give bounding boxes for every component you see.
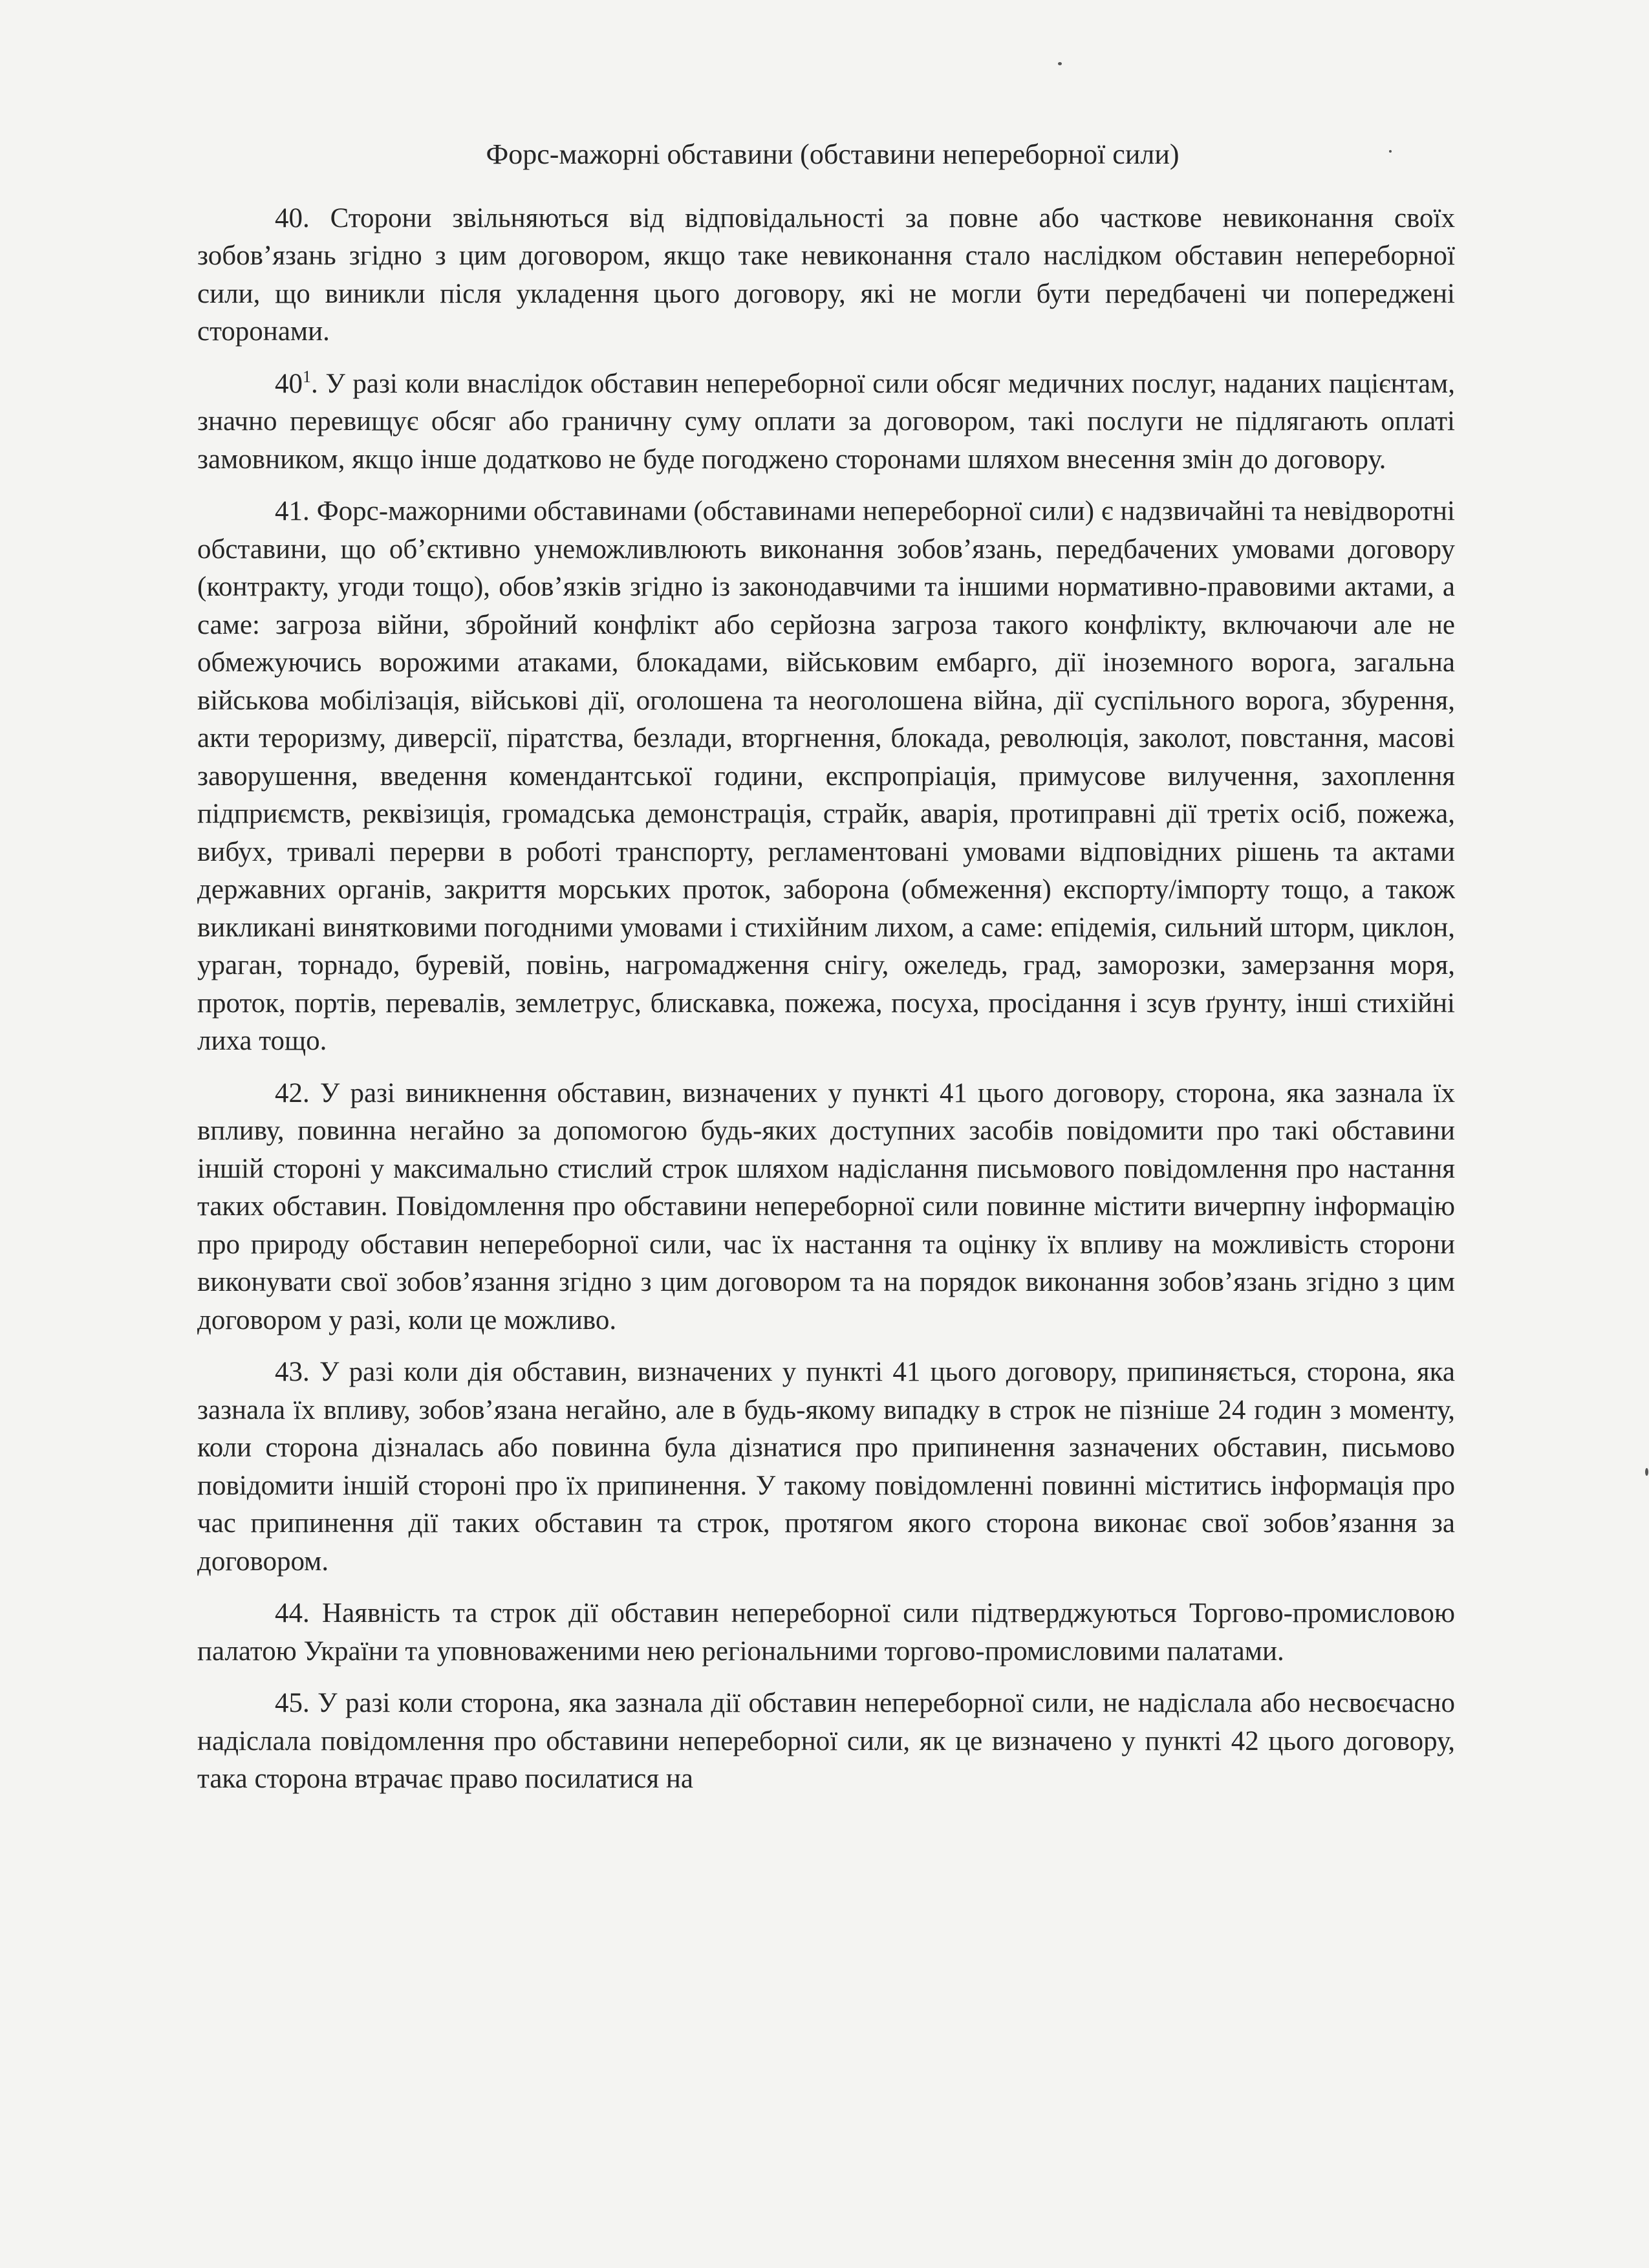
- clause-number: 45.: [275, 1688, 310, 1718]
- clause-text: Форс-мажорними обставинами (обставинами непереборної сили) є надзвичайні та невідворотні обставини, що об’єктивно унеможливлюють виконання зобов’язань, передбачених умовами договору (контракту, угоди тощо), обов’язків згідно із законодавчими та іншими нормативно-правовими актами, а саме: загроза війни, збройний конфлікт або серйозна загроза такого конфлікту, включаючи але не обмежуючись ворожими атаками, блокадами, військовим ембарго, дії іноземного ворога, загальна військова мобілізація, військові дії, оголошена та неоголошена війна, дії суспільного ворога, збурення, акти тероризму, диверсії, піратства, безлади, вторгнення, блокада, революція, заколот, повстання, масові заворушення, введення комендантської години, експропріація, примусове вилучення, захоплення підприємств, реквізиція, громадська демонстрація, страйк, аварія, протиправні дії третіх осіб, пожежа, вибух, тривалі перерви в роботі транспорту, регламентовані умовами відповідних рішень та актами державних органів, закриття морських проток, заборона (обмеження) експорту/імпорту тощо, а також викликані винятковими погодними умовами і стихійним лихом, а саме: епідемія, сильний шторм, циклон, ураган, торнадо, буревій, повінь, нагромадження снігу, ожеледь, град, заморозки, замерзання моря, проток, портів, перевалів, землетрус, блискавка, пожежа, посуха, просідання і зсув ґрунту, інші стихійні лиха тощо.: [197, 496, 1456, 1056]
- clause-45: [197, 1685, 1455, 1798]
- clause-text: Наявність та строк дії обставин непереборної сили підтверджуються Торгово-промисловою палатою України та уповноваженими нею регіональними торгово-промисловими палатами.: [197, 1598, 1456, 1667]
- section-title: Форс-мажорні обставини (обставини непереборної сили): [486, 138, 1180, 170]
- clause-44: [197, 1595, 1455, 1670]
- clause-text: . У разі коли внаслідок обставин непереборної сили обсяг медичних послуг, наданих пацієнтам, значно перевищує обсяг або граничну суму оплати за договором, такі послуги не підлягають оплаті замовником, якщо інше додатково не буде погоджено сторонами шляхом внесення змін до договору.: [197, 368, 1455, 475]
- clause-text: У разі коли дія обставин, визначених у пункті 41 цього договору, припиняється, сторона, яка зазнала їх впливу, зобов’язана негайно, але в будь-якому випадку в строк не пізніше 24 годин з моменту, коли сторона дізналась або повинна була дізнатися про припинення зазначених обставин, письмово повідомити іншій стороні про їх припинення. У такому повідомленні повинні міститись інформація про час припинення дії таких обставин та строк, протягом якого сторона виконає свої зобов’язання за договором.: [197, 1357, 1455, 1577]
- clause-41: [197, 493, 1455, 1061]
- clause-number: 42.: [275, 1077, 310, 1108]
- clause-number: 40: [275, 368, 303, 399]
- clause-number: 41.: [275, 496, 310, 526]
- clause-superscript: 1: [303, 367, 311, 386]
- clause-number: 40.: [275, 202, 310, 233]
- clause-number: 43.: [275, 1357, 310, 1387]
- clause-42: [197, 1075, 1455, 1340]
- clause-40-1: [197, 365, 1455, 479]
- clause-text: Сторони звільняються від відповідальності за повне або часткове невиконання своїх зобов’язань згідно з цим договором, якщо таке невиконання стало наслідком обставин непереборної сили, що виникли після укладення цього договору, які не могли бути передбачені чи попереджені сторонами.: [197, 202, 1455, 347]
- clause-number: 44.: [275, 1598, 310, 1628]
- scan-speck: [1645, 1468, 1648, 1476]
- clause-text: У разі коли сторона, яка зазнала дії обставин непереборної сили, не надіслала або несвоєчасно надіслала повідомлення про обставини непереборної сили, як це визначено у пункті 42 цього договору, така сторона втрачає право посилатися на: [197, 1688, 1455, 1794]
- clause-43: [197, 1354, 1455, 1581]
- document-body: [197, 136, 1455, 1813]
- clause-text: У разі виникнення обставин, визначених у пункті 41 цього договору, сторона, яка зазнала їх впливу, повинна негайно за допомогою будь-яких доступних засобів повідомити про такі обставини іншій стороні у максимально стислий строк шляхом надіслання письмового повідомлення про настання таких обставин. Повідомлення про обставини непереборної сили повинне містити вичерпну інформацію про природу обставин непереборної сили, час їх настання та оцінку їх впливу на можливість сторони виконувати свої зобов’язання згідно з цим договором та на порядок виконання зобов’язань згідно з цим договором у разі, коли це можливо.: [197, 1077, 1455, 1335]
- clause-40: [197, 200, 1455, 351]
- scan-speck: [1058, 62, 1062, 65]
